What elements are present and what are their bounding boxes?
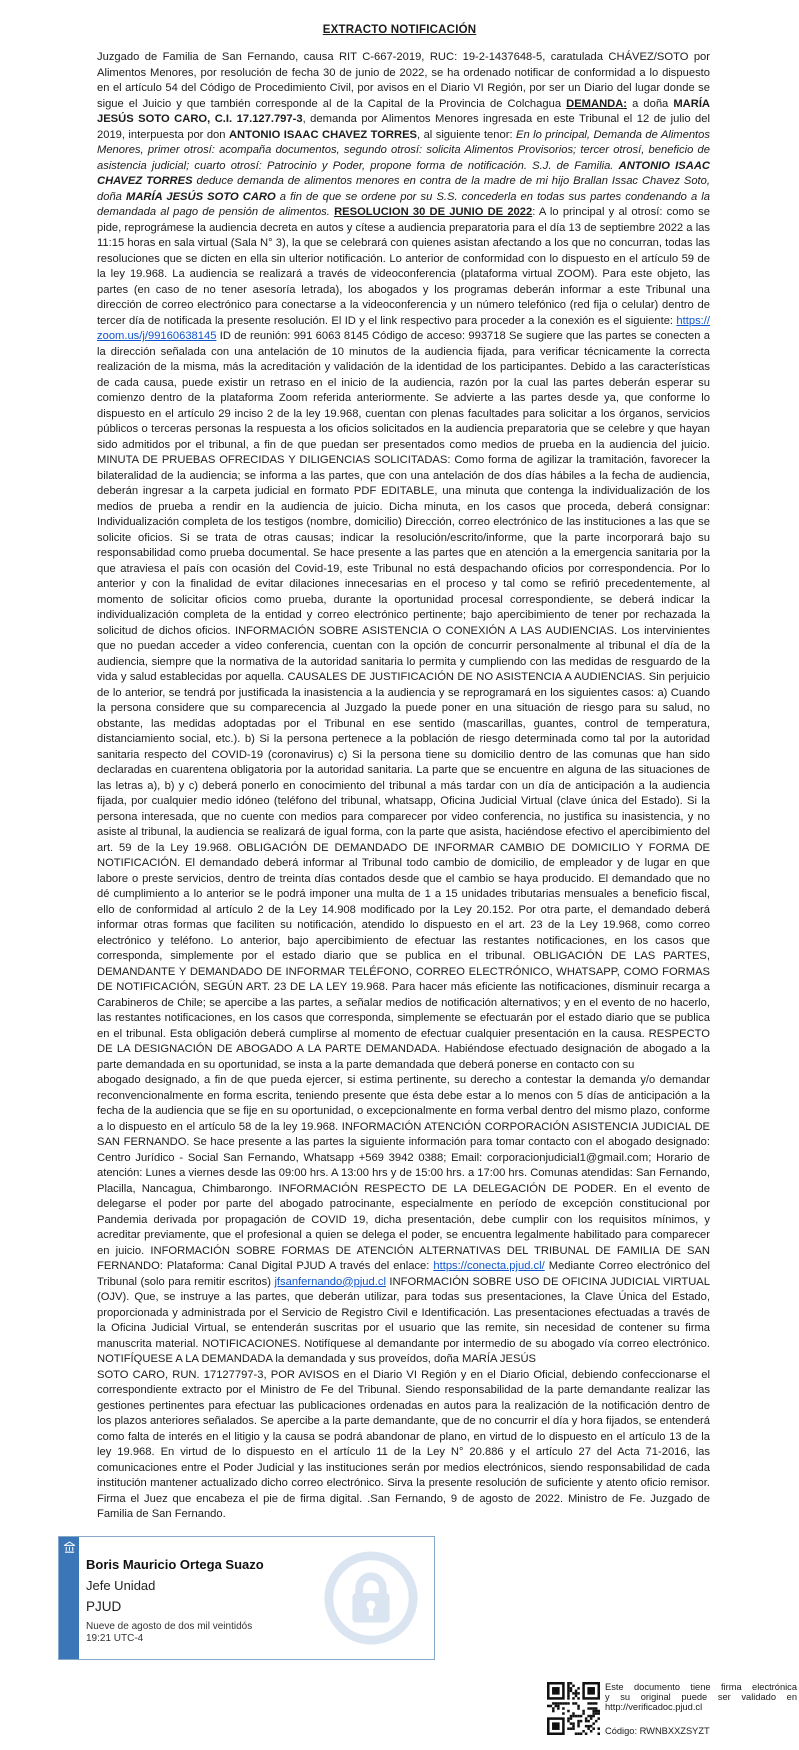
text-run: INFORMACIÓN SOBRE USO DE OFICINA JUDICIAL VIRTUAL (OJV). Que, se instruye a las partes, que deberán utilizar, para todas sus presentaciones, la Clave Única del Estado, proporcionada y administrada por el Servicio de Registro Civil e Identificación. Las presentaciones efectuadas a través de la Oficina Judicial Virtual, se entenderán suscritas por el usuario que las remite, sin necesidad de contener su firma manuscrita material. NOTIFICACIONES. Notifíquese al demandante por intermedio de su abogado vía correo electrónico. NOTIFÍQUESE A LA DEMANDADA la demandada y sus proveídos, doña MARÍA JESÚS	[97, 1275, 710, 1365]
text-run: ID de reunión: 991 6063 8145 Código de acceso: 993718 Se sugiere que las partes se conecten a la dirección señalada con una antelación de 10 minutos de la audiencia fijada, para verificar técnicamente la correcta realización de la misma, más la acreditación y validación de la identidad de los participantes. Debido a las características de cada causa, puede existir un retraso en el inicio de la audiencia, razón por la cual las partes deberán esperar su comienzo dentro de la plataforma Zoom referida anteriormente. Se advierte a las partes desde ya, que conforme lo dispuesto en el artículo 29 inciso 2 de la ley 19.968, cuentan con plenas facultades para solicitar a los órganos, servicios públicos o terceras personas la respuesta a los oficios solicitados en la audiencia preparatoria que se celebre y que hayan sido admitidos por el tribunal, a fin de que puedan ser presentados como medios de prueba en la audiencia del juicio. MINUTA DE PRUEBAS OFRECIDAS Y DILIGENCIAS SOLICITADAS: Como forma de agilizar la tramitación, favorecer la bilateralidad de la audiencia; se informa a las partes, que con una antelación de dos días hábiles a la fecha de audiencia, deberán ingresar a la carpeta judicial en formato PDF EDITABLE, una minuta que contenga la individualización de los medios de prueba a rendir en la audiencia de juicio. Dicha minuta, en los casos que proceda, deberá consignar: Individualización completa de los testigos (nombre, domicilio) Dirección, correo electrónico de las instituciones a las que se solicite oficios. Si se trata de otras causas; indicar la resolución/escrito/informe, que la parte incorporará bajo su responsabilidad como prueba documental. Se hace presente a las partes que en atención a la emergencia sanitaria por la que atraviesa el país con ocasión del Covid-19, este Tribunal no está despachando oficios por correspondencia. Por lo anterior y con la finalidad de evitar dilaciones innecesarias en el proceso y tal como se refirió precedentemente, al momento de solicitar oficios como prueba, durante la oportunidad procesal correspondiente, se deberá indicar la individualización completa de la entidad y correo electrónico pertinente; bajo apercibimiento de tener por rechazada la solicitud de dichos oficios. INFORMACIÓN SOBRE ASISTENCIA O CONEXIÓN A LAS AUDIENCIAS. Los intervinientes que no puedan acceder a video conferencia, cuentan con la opción de concurrir personalmente al tribunal el día de la audiencia, siempre que la normativa de la autoridad sanitaria lo permita y cumpliendo con las medidas de resguardo de la vida y salud establecidas por aquella. CAUSALES DE JUSTIFICACIÓN DE NO ASISTENCIA A AUDIENCIAS. Sin perjuicio de lo anterior, se tendrá por justificada la inasistencia a la audiencia y se reprogramará en los siguientes casos: a) Cuando la persona considere que su comparecencia al Juzgado la puede poner en una situación de riesgo para su salud, no obstante, las medidas adoptadas por el Tribunal en ese sentido (mascarillas, guantes, control de temperatura, distanciamiento social, etc.). b) Si la persona pertenece a la población de riesgo determinada como tal por la autoridad sanitaria respecto del COVID-19 (coronavirus) c) Si la persona tiene su domicilio dentro de las comunas que han sido declaradas en cuarentena obligatoria por la autoridad sanitaria. La parte que se encuentre en alguna de las situaciones de las letras a), b) y c) deberá ponerlo en conocimiento del tribunal a más tardar con un día de anticipación a la audiencia fijada, por cualquier medio idóneo (teléfono del tribunal, whatsapp, Oficina Judicial Virtual (clave única del Estado). Si la persona interesada, que no cuente con medios para comparecer por video conferencia, no justifica su inasistencia, y no asiste al tribunal, la audiencia se realizará de igual forma, con la parte que asista, haciéndose efectivo el apercibimiento del art. 59 de la Ley 19.968. OBLIGACIÓN DE DEMANDADO DE INFORMAR CAMBIO DE DOMICILIO Y FORMA DE NOTIFICACIÓN. El demandado deberá informar al Tribunal todo cambio de domicilio, de empleador y de lugar en que labore o preste servicios, dentro de treinta días contados desde que el cambio se haya producido. El demandado que no dé cumplimiento a lo anterior se le podrá imponer una multa de 1 a 15 unidades tributarias mensuales a beneficio fiscal, ello de conformidad al artículo 2 de la Ley 14.908 modificado por la Ley 20.152. Por otra parte, el demandado deberá informar otras formas que faciliten su notificación, atendido lo dispuesto en el art. 23 de la Ley 19.968, como correo electrónico y teléfono. Lo anterior, bajo apercibimiento de efectuar las restantes notificaciones, en los casos que corresponda, simplemente por el estado diario que se publica en el tribunal. OBLIGACIÓN DE LAS PARTES, DEMANDANTE Y DEMANDADO DE INFORMAR TELÉFONO, CORREO ELECTRÓNICO, WHATSAPP, COMO FORMAS DE NOTIFICACIÓN, SEGÚN ART. 23 DE LA LEY 19.968. Para hacer más eficiente las notificaciones, disminuir recarga a Carabineros de Chile; se apercibe a las partes, a señalar medios de notificación alternativos; y en el evento de no hacerlo, las restantes notificaciones, en los casos que corresponda, simplemente se efectuarán por el estado diario que se publica en el tribunal. Esta obligación deberá cumplirse al momento de efectuar cualquier presentación en la causa. RESPECTO DE LA DESIGNACIÓN DE ABOGADO A LA PARTE DEMANDADA. Habiéndose efectuado designación de abogado a la parte demandada en su oportunidad, se insta a la parte demandada que deberá ponerse en contacto con su	[97, 330, 710, 1071]
paragraph	[97, 1368, 710, 1523]
hyperlink[interactable]: jfsanfernando@pjud.cl	[274, 1275, 386, 1288]
text-run: a doña	[627, 97, 674, 110]
verification-url: http://verificadoc.pjud.cl	[605, 1701, 703, 1712]
text-run: : A lo principal y al otrosí: como se pide, reprográmese la audiencia decreta en autos y cítese a audiencia preparatoria para el día 13 de septiembre 2022 a las 11:15 horas en sala virtual (Sala N° 3), la que se celebrará con quienes asistan afectando a los que no concurran, todas las resoluciones que se dicten en ella sin ulterior notificación. Lo anterior de conformidad con lo dispuesto en el artículo 59 de la ley 19.968. La audiencia se realizará a través de videoconferencia (plataforma virtual ZOOM). Para este objeto, las partes (en caso de no tener asesoría letrada), los abogados y los programas deberán informar a este Tribunal una dirección de correo electrónico para conectarse a la videoconferencia y un número telefónico (red fija o celular) dentro de tercer día de notificada la presente resolución. El ID y el link respectivo para proceder a la conexión es el siguiente:	[97, 206, 710, 327]
text-run: SOTO CARO, RUN. 17127797-3, POR AVISOS en el Diario VI Región y en el Diario Oficial, debiendo confeccionarse el correspondiente extracto por el Ministro de Fe del Tribunal. Siendo responsabilidad de la parte demandante realizar las gestiones pertinentes para efectuar las publicaciones ordenadas en autos para la realización de la notificación dentro de los plazos anteriores señalados. Se apercibe a la parte demandante, que de no concurrir el día y hora fijados, se entenderá como falta de interés en el litigio y la causa se podrá abandonar de plano, en virtud de lo dispuesto en el artículo 13 de la ley 19.968. En virtud de lo dispuesto en el artículo 11 de la Ley N° 20.886 y el artículo 27 del Acta 71-2016, las comunicaciones entre el Poder Judicial y las instituciones serán por medios electrónicos, siendo responsabilidad de cada institución mantener actualizado dicho correo electrónico. Sirva la presente resolución de suficiente y atento oficio remisor. Firma el Juez que encabeza el pie de firma digital. .San Fernando, 9 de agosto de 2022. Ministro de Fe. Juzgado de Familia de San Fernando.	[97, 1368, 710, 1520]
document-title: EXTRACTO NOTIFICACIÓN	[322, 24, 477, 36]
lock-watermark-icon	[322, 1549, 420, 1647]
signature-card	[58, 1536, 435, 1660]
text-run: a fin de que se ordene por su S.S. concederla en todas sus partes condenando a la demandada al pago de pensión de alimentos.	[97, 190, 710, 218]
text-run: , al siguiente tenor:	[417, 128, 516, 141]
paragraph	[97, 1073, 710, 1368]
signer-org: PJUD	[86, 1599, 122, 1614]
paragraph	[97, 50, 710, 1073]
text-run: RESOLUCION 30 DE JUNIO DE 2022	[334, 206, 533, 218]
document-body	[97, 50, 710, 1523]
text-run: Juzgado de Familia de San Fernando, causa RIT C-667-2019, RUC: 19-2-1437648-5, caratulada CHÁVEZ/SOTO por Alimentos Menores, por resolución de fecha 30 de junio de 2022, se ha ordenado notificar de conformidad a lo dispuesto en el artículo 54 del Código de Procedimiento Civil, por avisos en el Diario VI Región, por ser un Diario del lugar donde se sigue el Juicio y que también corresponde al de la Capital de la Provincia de Colchagua	[97, 51, 710, 110]
signer-name: Boris Mauricio Ortega Suazo	[86, 1557, 264, 1572]
text-run: DEMANDA:	[566, 97, 628, 110]
text-run: Mediante Correo electrónico del Tribunal (solo para remitir escritos)	[97, 1260, 710, 1288]
hyperlink[interactable]: https://zoom.us/j/99160638145	[97, 314, 710, 342]
text-run: En lo principal, Demanda de Alimentos Menores, primer otrosí: acompaña documentos, segundo otrosí: solicita Alimentos Provisorios; tercer otrosí, beneficio de asistencia judicial; cuarto otrosí: Patrocinio y Poder, propone forma de notificación. S.J. de Familia.	[97, 128, 710, 172]
courthouse-icon	[59, 1541, 79, 1554]
text-run: abogado designado, a fin de que pueda ejercer, si estima pertinente, su derecho a contestar la demanda y/o demandar reconvencionalmente en forma escrita, teniendo presente que ésta debe estar a lo menos con 5 días de anticipación a la fecha de la audiencia que se fije en su oportunidad, o excepcionalmente en forma verbal dentro del mismo plazo, conforme a lo dispuesto en el artículo 58 de la ley 19.968. INFORMACIÓN ATENCIÓN CORPORACIÓN ASISTENCIA JUDICIAL DE SAN FERNANDO. Se hace presente a las partes la siguiente información para tomar contacto con el abogado designado: Centro Jurídico - Social San Fernando, Whatsapp +569 3942 0388; Email: corporacionjudicial1@gmail.com; Horario de atención: Lunes a viernes desde las 09:00 hrs. A 13:00 hrs y de 15:00 hrs. a 17:00 hrs. Comunas atendidas: San Fernando, Placilla, Nancagua, Chimbarongo. INFORMACIÓN RESPECTO DE LA DELEGACIÓN DE PODER. En el evento de delegarse el poder por parte del abogado patrocinante, especialmente en período de excepción constitucional por Pandemia derivada por propagación de COVID 19, dicha presentación, debe cumplir con los requisitos mínimos, y acreditar previamente, que el profesional a quien se delega el poder, se encuentra legalmente habilitado para comparecer en juicio. INFORMACIÓN SOBRE FORMAS DE ATENCIÓN ALTERNATIVAS DEL TRIBUNAL DE FAMILIA DE SAN FERNANDO: Plataforma: Canal Digital PJUD A través del enlace:	[97, 1074, 710, 1272]
hyperlink[interactable]: https://conecta.pjud.cl/	[433, 1260, 545, 1272]
text-run: ANTONIO ISAAC CHAVEZ TORRES	[228, 128, 418, 141]
text-run: deduce demanda de alimentos menores en contra de la madre de mi hijo Brallan Issac Chavez Soto, doña	[97, 175, 710, 203]
text-run: ANTONIO ISAAC CHAVEZ TORRES	[97, 159, 710, 187]
text-run: MARÍA JESÚS SOTO CARO, C.I. 17.127.797-3	[97, 97, 711, 125]
verification-line: Este documento tiene firma electrónica	[605, 1682, 797, 1692]
verification-text	[605, 1683, 797, 1712]
signature-accent-bar	[59, 1537, 79, 1659]
text-run: , demanda por Alimentos Menores ingresada en este Tribunal el 12 de julio del 2019, interpuesta por don	[97, 113, 710, 141]
verification-code: Código: RWNBXXZSYZT	[605, 1726, 710, 1736]
verification-line: y su original puede ser validado en	[605, 1691, 797, 1702]
qr-code-icon	[547, 1682, 600, 1735]
text-run: MARÍA JESÚS SOTO CARO	[126, 190, 276, 203]
signer-role: Jefe Unidad	[86, 1578, 156, 1593]
signature-date: Nueve de agosto de dos mil veintidós	[86, 1621, 253, 1632]
signature-time: 19:21 UTC-4	[86, 1633, 144, 1644]
